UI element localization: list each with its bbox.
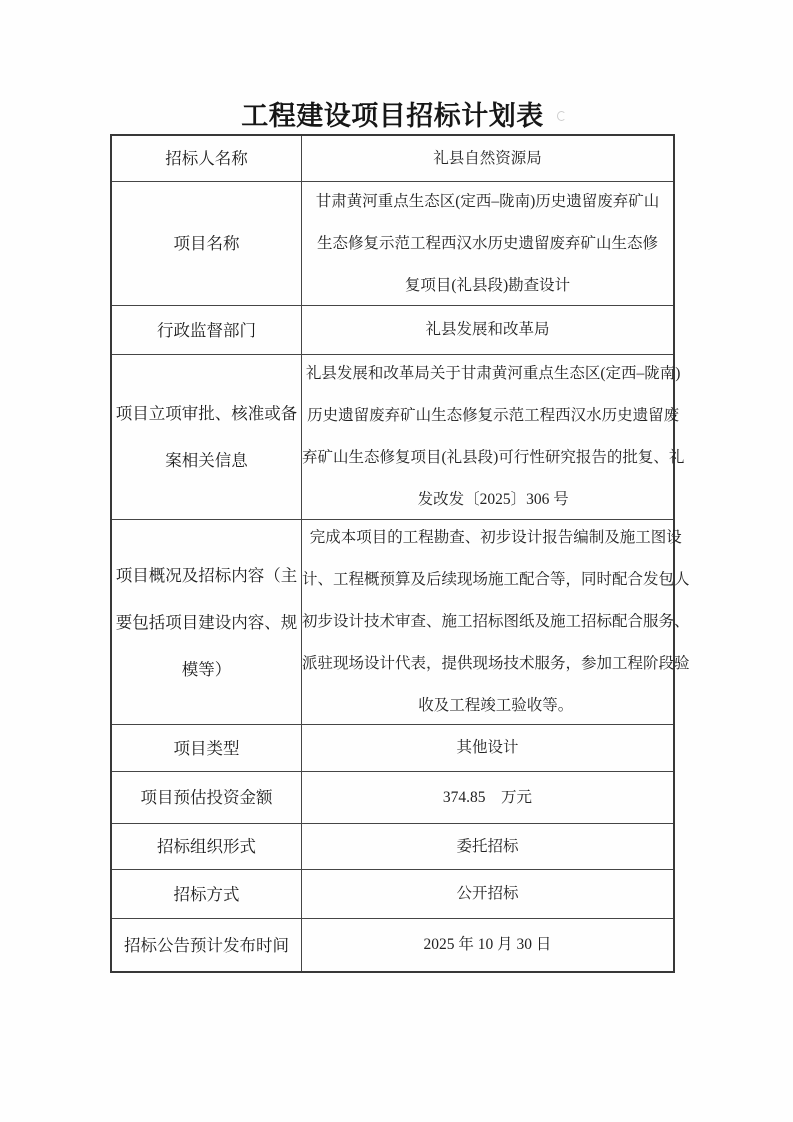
text-line: 招标公告预计发布时间 (124, 935, 289, 955)
table-row-announcement-date (112, 919, 673, 971)
text-line: 项目预估投资金额 (140, 788, 273, 807)
row-label-cell (112, 725, 302, 771)
text-line: 项目名称 (173, 234, 240, 253)
row-label-cell (112, 136, 302, 181)
table-row-project-overview (112, 520, 690, 725)
row-value-cell (302, 870, 673, 918)
table-row-supervising-department (112, 306, 673, 355)
row-label-cell (112, 520, 302, 724)
text-line: 礼县发展和改革局关于甘肃黄河重点生态区(定西–陇南) (305, 365, 681, 382)
text-line: 案相关信息 (165, 451, 248, 470)
text-line: 完成本项目的工程勘查、初步设计报告编制及施工图设 (309, 529, 682, 546)
text-line: 项目类型 (173, 738, 240, 758)
table-row-bidder-name (112, 136, 673, 182)
text-line: 收及工程竣工验收等。 (418, 697, 574, 714)
page-title: 工程建设项目招标计划表 (241, 101, 544, 131)
row-label-cell (112, 182, 302, 305)
table-row-approval-info (112, 355, 685, 520)
text-line: 招标人名称 (165, 149, 248, 168)
text-line: 2025 年 10 月 30 日 (423, 936, 552, 953)
row-value-cell (302, 136, 673, 181)
text-line: 其他设计 (456, 739, 519, 756)
row-value-cell (302, 520, 690, 724)
row-label-cell (112, 824, 302, 869)
table-row-estimated-investment (112, 772, 673, 824)
row-value-cell (302, 824, 673, 869)
row-value-cell (302, 182, 673, 305)
text-line: 初步设计技术审查、施工招标图纸及施工招标配合服务、 (302, 613, 690, 630)
text-line: 委托招标 (456, 837, 519, 855)
row-label-cell (112, 870, 302, 918)
text-line: 公开招标 (456, 885, 519, 902)
text-line: 派驻现场设计代表，提供现场技术服务，参加工程阶段验 (302, 655, 690, 672)
bidding-plan-table (110, 134, 690, 973)
text-line: 模等） (181, 659, 232, 679)
text-line: 发改发〔2025〕306 号 (417, 491, 569, 508)
text-line: 计、工程概预算及后续现场施工配合等，同时配合发包人 (302, 571, 690, 588)
row-value-cell (302, 306, 673, 354)
text-line: 招标组织形式 (157, 837, 256, 856)
text-line: 项目概况及招标内容（主 (115, 565, 298, 585)
text-line: 甘肃黄河重点生态区(定西–陇南)历史遗留废弃矿山 (315, 192, 660, 210)
text-line: 招标方式 (173, 884, 240, 904)
row-label-cell (112, 306, 302, 354)
text-line: 项目立项审批、核准或备 (115, 404, 298, 423)
row-label-cell (112, 355, 302, 519)
table-row-organization-form (112, 824, 673, 870)
row-label-cell (112, 772, 302, 823)
table-row-project-name (112, 182, 673, 306)
text-line: 复项目(礼县段)勘查设计 (404, 276, 571, 294)
table-row-project-type (112, 725, 673, 772)
text-line: 行政监督部门 (157, 320, 256, 340)
row-value-cell (302, 725, 673, 771)
text-line: 礼县自然资源局 (433, 149, 542, 167)
scan-artifact (557, 111, 566, 121)
text-line: 374.85 万元 (442, 788, 533, 806)
row-value-cell (302, 772, 673, 823)
text-line: 要包括项目建设内容、规 (115, 612, 298, 632)
text-line: 礼县发展和改革局 (425, 321, 550, 338)
text-line: 生态修复示范工程西汉水历史遗留废弃矿山生态修 (316, 234, 658, 252)
row-value-cell (302, 919, 673, 971)
text-line: 弃矿山生态修复项目(礼县段)可行性研究报告的批复、礼 (302, 449, 685, 466)
row-value-cell (302, 355, 684, 519)
text-line: 历史遗留废弃矿山生态修复示范工程西汉水历史遗留废 (307, 407, 680, 424)
row-label-cell (112, 919, 302, 971)
table-row-bidding-method (112, 870, 673, 919)
